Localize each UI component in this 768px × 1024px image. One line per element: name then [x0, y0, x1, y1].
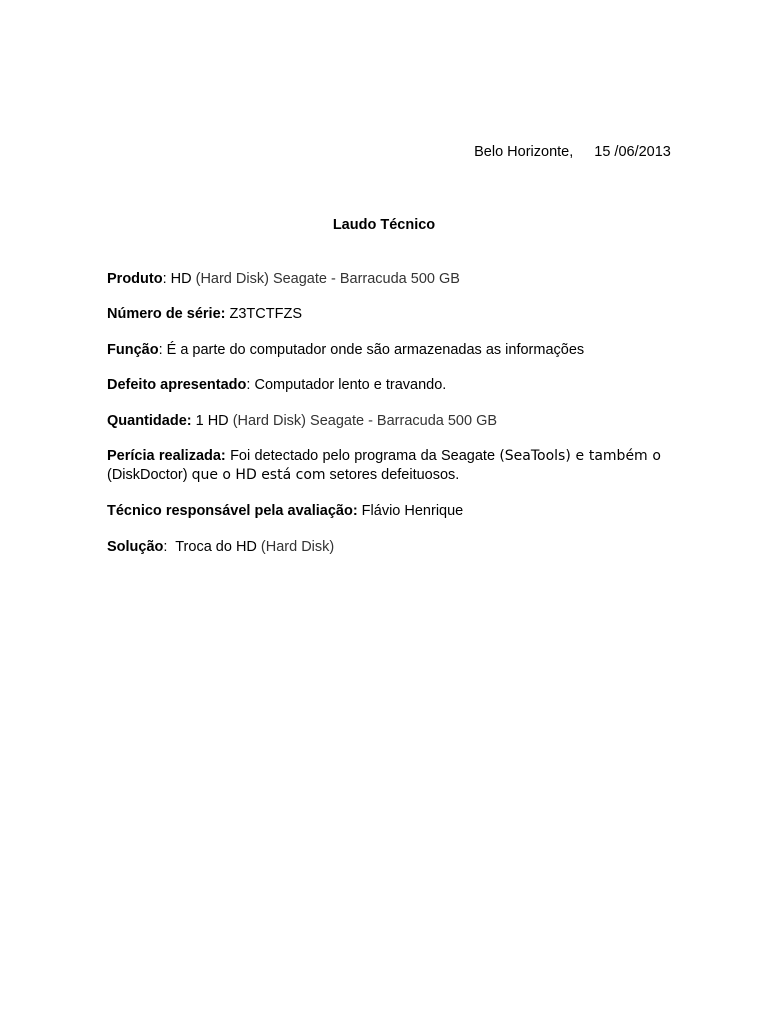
produto-sep: :	[162, 271, 167, 287]
field-pericia	[107, 447, 661, 485]
field-defeito	[107, 376, 661, 395]
solucao-value-b: (Hard Disk)	[260, 539, 335, 555]
pericia-value-e: setores defeituosos.	[325, 467, 460, 483]
funcao-value: É a parte do computador onde são armazenadas as informações	[162, 342, 585, 358]
tecnico-label: Técnico responsável pela avaliação:	[107, 503, 358, 519]
date-line	[458, 128, 671, 176]
date-text: 15 /06/2013	[594, 144, 671, 160]
field-numero-serie	[107, 305, 661, 324]
defeito-sep: :	[246, 377, 251, 393]
numero-serie-value: Z3TCTFZS	[225, 306, 302, 322]
produto-value-a: HD	[166, 271, 196, 287]
funcao-sep: :	[158, 342, 163, 358]
solucao-sep: :	[163, 539, 168, 555]
tecnico-value: Flávio Henrique	[357, 503, 464, 519]
pericia-value-c: (DiskDoctor)	[107, 467, 192, 483]
field-produto	[107, 270, 661, 289]
pericia-value-d: que o HD está com	[191, 467, 326, 483]
quantidade-value-b: (Hard Disk) Seagate - Barracuda 500 GB	[232, 413, 498, 429]
numero-serie-label: Número de série:	[107, 306, 226, 322]
produto-value-b: (Hard Disk) Seagate - Barracuda 500 GB	[195, 271, 460, 287]
defeito-value: Computador lento e travando.	[250, 377, 447, 393]
funcao-label: Função	[107, 342, 159, 358]
pericia-value-b: (SeaTools) e também o	[499, 448, 661, 464]
defeito-label: Defeito apresentado	[107, 377, 247, 393]
city-text: Belo Horizonte,	[474, 144, 574, 160]
field-tecnico	[107, 502, 661, 521]
quantidade-value-a: 1 HD	[191, 413, 233, 429]
field-solucao	[107, 538, 661, 557]
solucao-label: Solução	[107, 539, 164, 555]
solucao-value-a: Troca do HD	[167, 539, 261, 555]
field-quantidade	[107, 412, 661, 431]
quantidade-label: Quantidade:	[107, 413, 192, 429]
produto-label: Produto	[107, 271, 163, 287]
document-title: Laudo Técnico	[332, 217, 436, 233]
pericia-label: Perícia realizada:	[107, 448, 226, 464]
field-funcao	[107, 341, 661, 360]
pericia-value-a: Foi detectado pelo programa da Seagate	[225, 448, 500, 464]
